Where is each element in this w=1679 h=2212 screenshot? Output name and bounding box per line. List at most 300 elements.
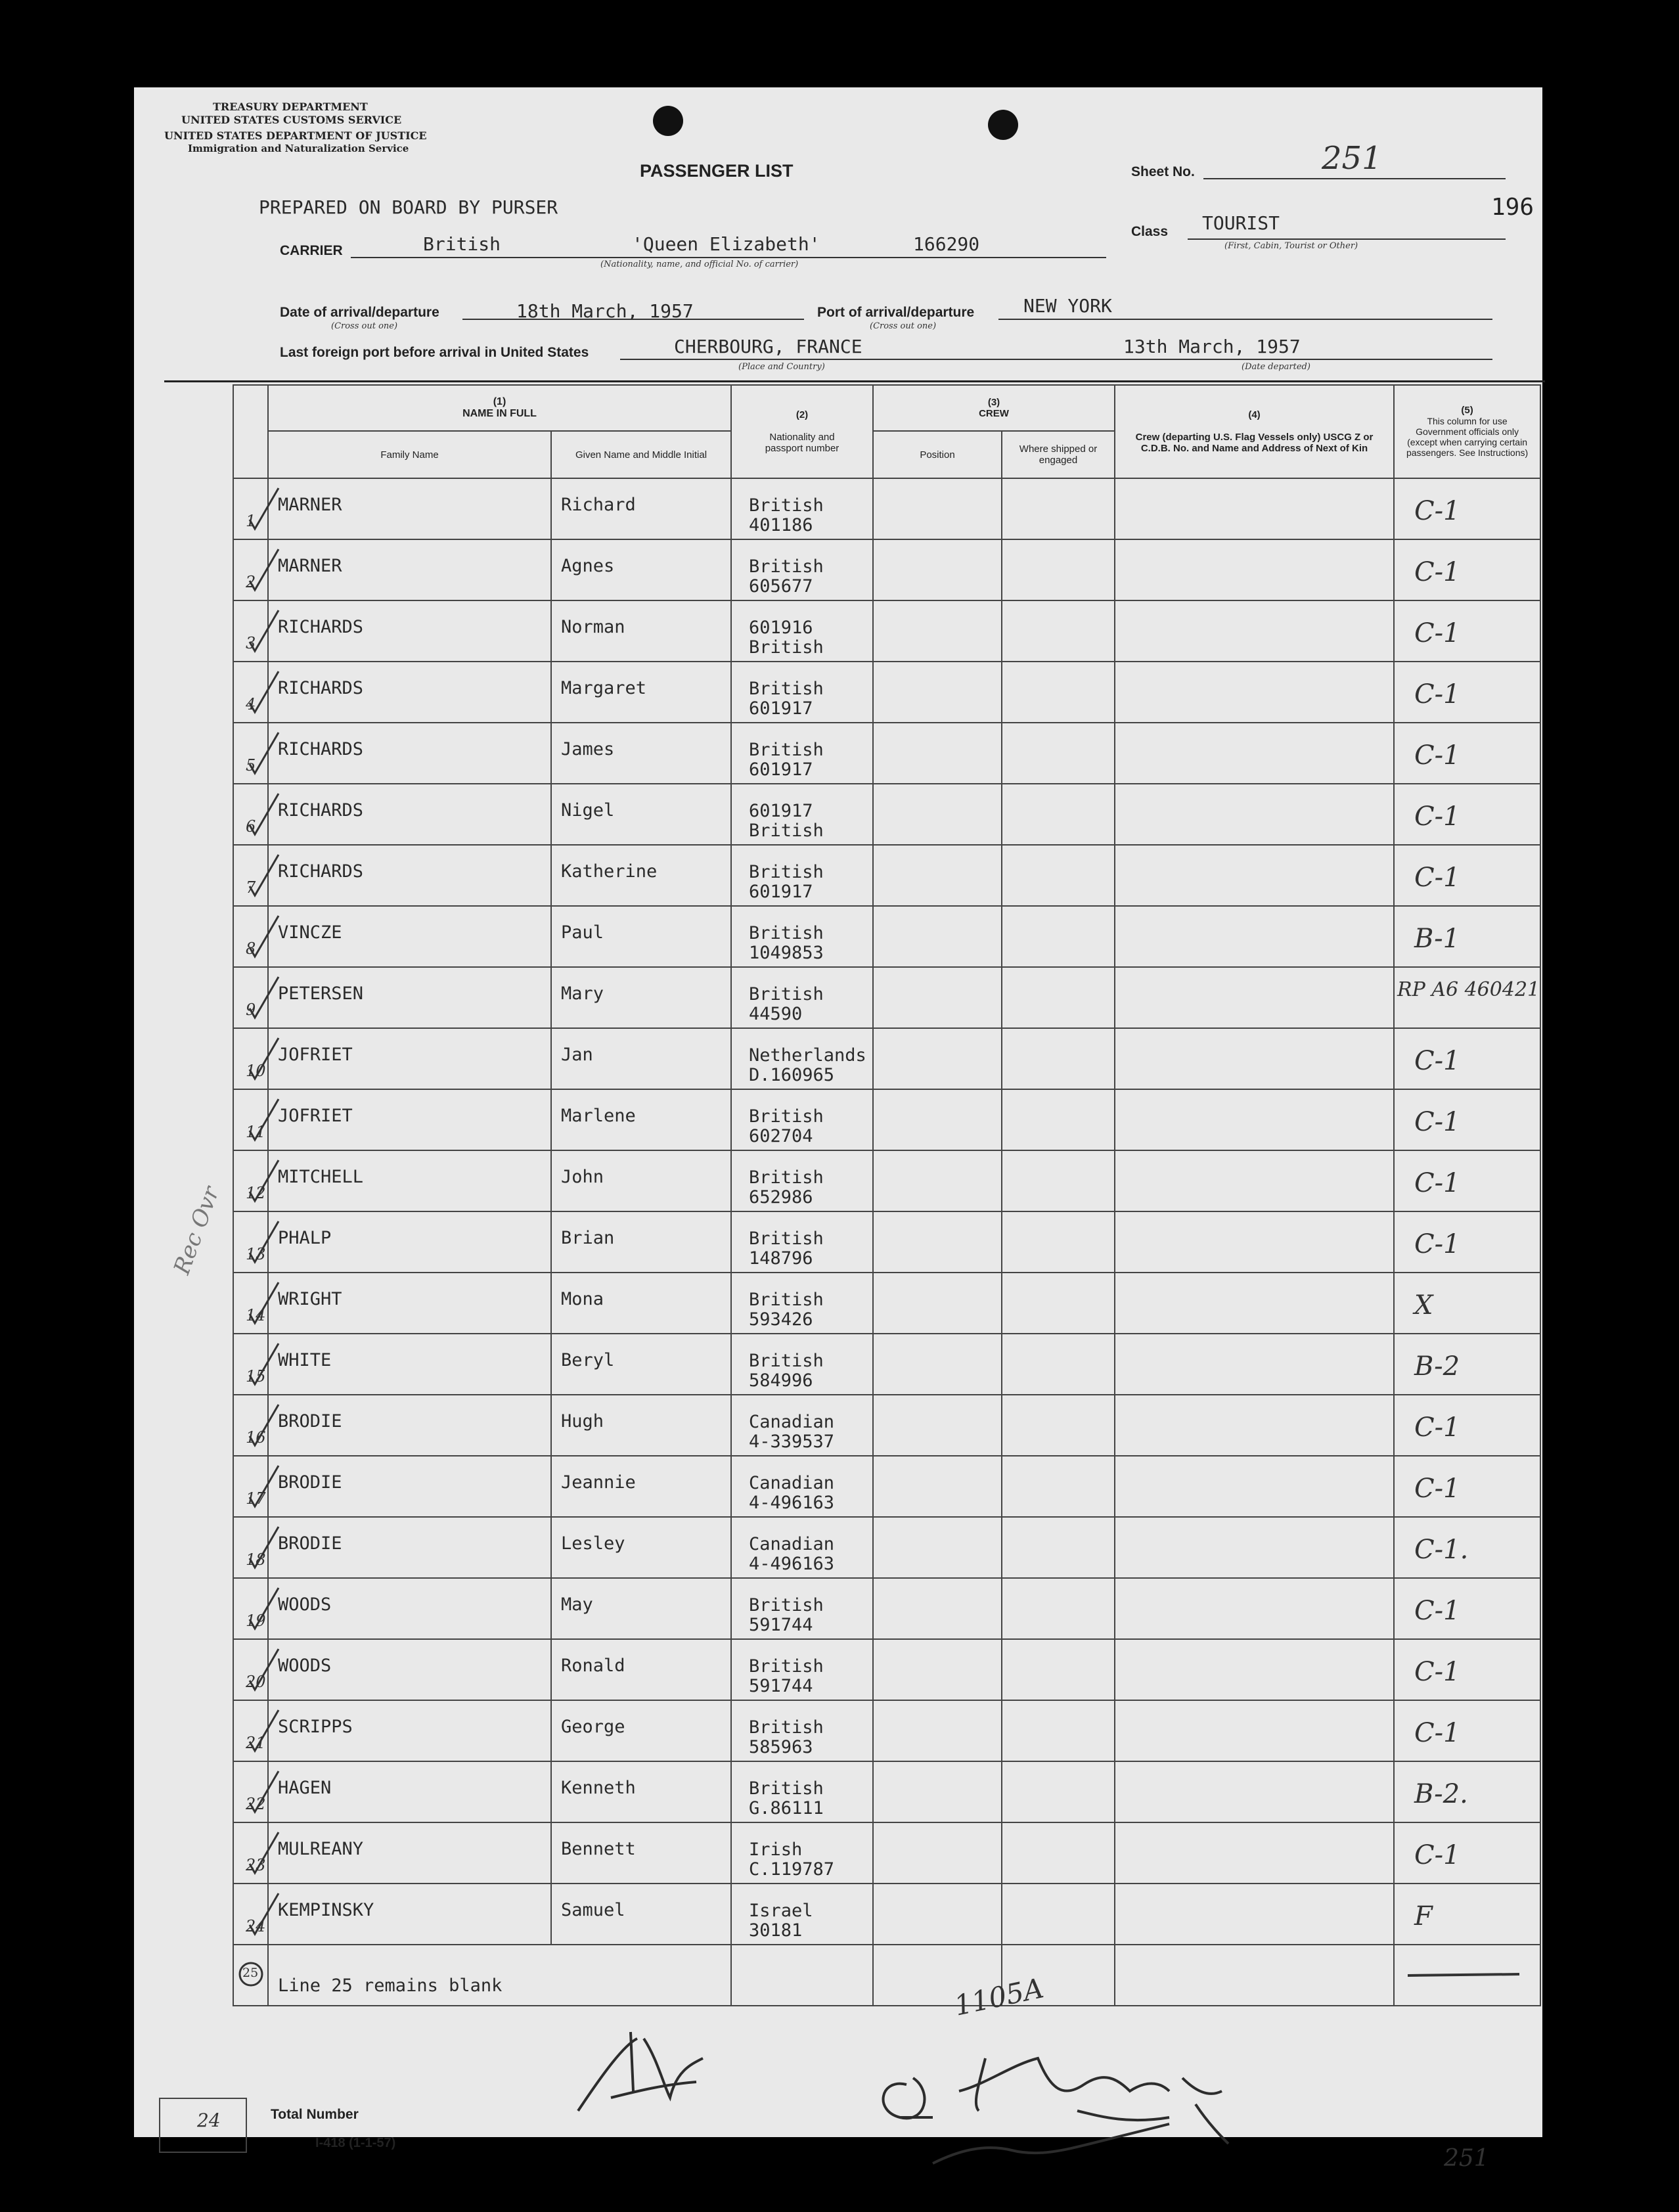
line-number-cell (233, 1028, 268, 1089)
government-code: C-1 (1414, 1412, 1460, 1443)
given-name: Marlene (561, 1106, 636, 1126)
given-name-cell (551, 1334, 731, 1395)
nationality-line-2: 591744 (749, 1676, 813, 1696)
table-row (233, 1273, 1540, 1334)
family-name-cell (268, 1334, 551, 1395)
table-row (233, 478, 1540, 539)
nationality-line-2: 44590 (749, 1004, 803, 1024)
family-name: RICHARDS (278, 861, 364, 882)
nationality-cell (731, 662, 873, 723)
line-number: 19 (246, 1612, 266, 1630)
carrier-nationality: British (423, 233, 501, 255)
nationality-line-1: British (749, 1290, 824, 1310)
nationality-cell (731, 1578, 873, 1639)
nationality-cell (731, 906, 873, 967)
line-number: 16 (246, 1428, 266, 1447)
nationality-line-1: British (749, 1595, 824, 1615)
nationality-cell (731, 1822, 873, 1884)
nationality-cell (731, 1761, 873, 1822)
next-of-kin-cell (1115, 845, 1394, 906)
given-name-cell (551, 539, 731, 600)
family-name: WRIGHT (278, 1289, 342, 1309)
nationality-line-1: British (749, 556, 824, 577)
nationality-line-2: 4-496163 (749, 1493, 835, 1513)
given-name-cell (551, 1884, 731, 1945)
nationality-line-2: G.86111 (749, 1798, 824, 1818)
table-row (233, 1517, 1540, 1578)
family-name-cell (268, 1028, 551, 1089)
nationality-line-1: British (749, 1717, 824, 1738)
nationality-cell (731, 1456, 873, 1517)
given-name: Norman (561, 617, 625, 637)
line-number: 23 (246, 1856, 266, 1874)
agency-line-2: UNITED STATES CUSTOMS SERVICE (181, 114, 402, 126)
position-cell (873, 662, 1002, 723)
nationality-line-1: British (749, 495, 824, 516)
port-cross-out: (Cross out one) (870, 321, 937, 331)
line-number-cell (233, 723, 268, 784)
next-of-kin-cell (1115, 1700, 1394, 1761)
given-name-cell (551, 1273, 731, 1334)
line-number: 1 (246, 512, 256, 530)
next-of-kin-header (1115, 385, 1394, 478)
line-number-cell (233, 1884, 268, 1945)
last-port-label: Last foreign port before arrival in United States (280, 345, 589, 360)
blank-line-text: Line 25 remains blank (278, 1975, 503, 1996)
nationality-line-2: 4-339537 (749, 1432, 835, 1452)
line-col-header (233, 385, 268, 478)
position-cell (873, 1028, 1002, 1089)
where-shipped-cell (1002, 1028, 1115, 1089)
next-of-kin-cell (1115, 539, 1394, 600)
government-code-cell (1394, 1700, 1540, 1761)
next-of-kin-cell (1115, 784, 1394, 845)
nationality-line-1: British (749, 1656, 824, 1677)
given-name: Samuel (561, 1900, 625, 1920)
nationality-cell (731, 600, 873, 662)
table-row (233, 1395, 1540, 1456)
sheet-label: Sheet No. (1131, 164, 1195, 179)
government-header (1394, 385, 1540, 478)
government-code: F (1414, 1901, 1433, 1931)
given-name-header: Given Name and Middle Initial (551, 431, 731, 478)
government-code-cell (1394, 539, 1540, 600)
nationality-line-2: 605677 (749, 576, 813, 597)
government-code: C-1 (1414, 1229, 1460, 1259)
table-top-rule (164, 380, 1545, 382)
next-of-kin-cell (1115, 1639, 1394, 1700)
given-name: Richard (561, 495, 636, 515)
nationality-line-2: 593426 (749, 1309, 813, 1330)
total-label: Total Number (271, 2107, 359, 2122)
family-name: HAGEN (278, 1778, 332, 1798)
line-number-cell (233, 1150, 268, 1211)
next-of-kin-cell (1115, 1028, 1394, 1089)
col1-title: NAME IN FULL (462, 408, 537, 419)
line-number: 14 (246, 1306, 266, 1324)
given-name-cell (551, 1028, 731, 1089)
class-value: TOURIST (1202, 212, 1280, 234)
position-cell (873, 1578, 1002, 1639)
government-code: B-2 (1414, 1351, 1460, 1382)
line-number-cell (233, 1945, 268, 2006)
next-of-kin-cell (1115, 1456, 1394, 1517)
position-cell (873, 478, 1002, 539)
line-number: 24 (246, 1917, 266, 1935)
dash-mark-icon (1395, 1945, 1526, 1998)
port-underline (998, 319, 1492, 320)
nationality-cell (731, 1884, 873, 1945)
given-name-cell (551, 1761, 731, 1822)
government-code: C-1 (1414, 1840, 1460, 1870)
nationality-line-1: 601916 (749, 618, 813, 638)
line-number: 17 (246, 1489, 266, 1508)
col4-title: Crew (departing U.S. Flag Vessels only) USCG Z or C.D.B. No. and Name and Address of Next of Kin (1135, 432, 1374, 454)
where-shipped-cell (1002, 1089, 1115, 1150)
given-name: Nigel (561, 800, 615, 821)
family-name: SCRIPPS (278, 1717, 353, 1737)
given-name-cell (551, 662, 731, 723)
given-name-cell (551, 723, 731, 784)
line-number-cell (233, 1517, 268, 1578)
nationality-line-2: 652986 (749, 1187, 813, 1208)
position-cell (873, 1334, 1002, 1395)
family-name-cell (268, 1822, 551, 1884)
next-of-kin-cell (1115, 1822, 1394, 1884)
line-number: 7 (246, 878, 256, 897)
family-name: JOFRIET (278, 1045, 353, 1065)
line-number: 22 (246, 1795, 266, 1813)
table-row (233, 723, 1540, 784)
blank-line-cell (268, 1945, 731, 2006)
where-shipped-cell (1002, 1456, 1115, 1517)
nationality-line-1: Irish (749, 1840, 803, 1860)
next-of-kin-cell (1115, 600, 1394, 662)
next-of-kin-cell (1115, 1578, 1394, 1639)
nationality-line-1: British (749, 1106, 824, 1127)
given-name: Katherine (561, 861, 658, 882)
agency-line-1: TREASURY DEPARTMENT (213, 101, 368, 113)
nationality-line-2: British (749, 821, 824, 841)
family-name-cell (268, 1456, 551, 1517)
family-name: PETERSEN (278, 983, 364, 1004)
next-of-kin-cell (1115, 1211, 1394, 1273)
port-label: Port of arrival/departure (817, 305, 975, 320)
col3-number: (3) (987, 397, 1000, 408)
nationality-line-1: Netherlands (749, 1045, 866, 1066)
given-name-cell (551, 1639, 731, 1700)
next-of-kin-cell (1115, 1517, 1394, 1578)
family-name: MARNER (278, 556, 342, 576)
nationality-line-1: British (749, 923, 824, 943)
class-underline (1188, 238, 1506, 240)
given-name: Paul (561, 922, 604, 943)
family-name-cell (268, 1700, 551, 1761)
given-name: Mona (561, 1289, 604, 1309)
given-name-cell (551, 1700, 731, 1761)
position-cell (873, 723, 1002, 784)
next-of-kin-cell (1115, 1273, 1394, 1334)
agency-line-3: UNITED STATES DEPARTMENT OF JUSTICE (164, 129, 427, 142)
nationality-line-2: 1049853 (749, 943, 824, 963)
where-shipped-cell (1002, 1395, 1115, 1456)
nationality-line-2: 4-496163 (749, 1554, 835, 1574)
next-of-kin-cell (1115, 1395, 1394, 1456)
line-number-cell (233, 1211, 268, 1273)
line-number-cell (233, 478, 268, 539)
nationality-line-2: C.119787 (749, 1859, 835, 1880)
carrier-underline (351, 257, 1106, 258)
prepared-by: PREPARED ON BOARD BY PURSER (259, 196, 558, 218)
table-row (233, 845, 1540, 906)
where-shipped-cell (1002, 1761, 1115, 1822)
given-name: Beryl (561, 1350, 615, 1370)
nationality-cell (731, 1517, 873, 1578)
last-port-underline (620, 359, 1492, 360)
nationality-line-1: British (749, 1351, 824, 1371)
given-name: James (561, 739, 615, 759)
line-number-cell (233, 1639, 268, 1700)
family-name-cell (268, 1395, 551, 1456)
position-cell (873, 539, 1002, 600)
line-number: 21 (246, 1734, 266, 1752)
col5-title: This column for use Government officials only (except when carrying certain passengers. See Instructions) (1406, 416, 1529, 458)
government-code: C-1 (1414, 679, 1460, 710)
family-name-cell (268, 1639, 551, 1700)
margin-note: Rec Ovr (168, 1183, 225, 1278)
where-shipped-cell (1002, 1822, 1115, 1884)
given-name: Ronald (561, 1656, 625, 1676)
family-name: RICHARDS (278, 617, 364, 637)
line-number: 11 (246, 1123, 266, 1141)
position-cell (873, 1761, 1002, 1822)
date-cross-out: (Cross out one) (331, 321, 398, 331)
next-of-kin-cell (1115, 967, 1394, 1028)
carrier-number: 166290 (913, 233, 980, 255)
family-name: WOODS (278, 1656, 332, 1676)
nationality-cell (731, 1273, 873, 1334)
class-label: Class (1131, 224, 1169, 239)
family-name: RICHARDS (278, 678, 364, 698)
where-shipped-cell (1002, 906, 1115, 967)
family-name-cell (268, 1578, 551, 1639)
next-of-kin-cell (1115, 1334, 1394, 1395)
table-row (233, 1884, 1540, 1945)
line-number-cell (233, 1578, 268, 1639)
nationality-line-1: British (749, 862, 824, 882)
government-code-cell (1394, 600, 1540, 662)
nationality-line-2: 602704 (749, 1126, 813, 1146)
table-row (233, 1150, 1540, 1211)
family-name-cell (268, 1517, 551, 1578)
nationality-line-1: Canadian (749, 1412, 835, 1432)
government-code-cell (1394, 1578, 1540, 1639)
family-name-cell (268, 845, 551, 906)
line-number-cell (233, 1822, 268, 1884)
nationality-cell (731, 784, 873, 845)
line-number-cell (233, 1395, 268, 1456)
given-name: George (561, 1717, 625, 1737)
col5-number: (5) (1461, 405, 1473, 416)
nationality-line-1: British (749, 984, 824, 1004)
where-shipped-cell (1002, 1700, 1115, 1761)
next-of-kin-cell (1115, 1150, 1394, 1211)
family-name-cell (268, 1089, 551, 1150)
nationality-line-1: British (749, 679, 824, 699)
table-row (233, 1578, 1540, 1639)
line-number: 3 (246, 634, 256, 652)
government-code-cell (1394, 1211, 1540, 1273)
nationality-cell (731, 1395, 873, 1456)
government-code-cell (1394, 906, 1540, 967)
line-number-cell (233, 1456, 268, 1517)
given-name-cell (551, 1456, 731, 1517)
line-number: 15 (246, 1367, 266, 1386)
nationality-line-2: 401186 (749, 515, 813, 535)
date-value: 18th March, 1957 (516, 300, 694, 322)
government-code: B-1 (1414, 924, 1460, 954)
next-of-kin-cell (1115, 906, 1394, 967)
government-code: X (1414, 1290, 1433, 1320)
line-number-cell (233, 539, 268, 600)
given-name: Mary (561, 983, 604, 1004)
where-shipped-cell (1002, 1334, 1115, 1395)
col1-number: (1) (493, 396, 506, 407)
where-shipped-cell (1002, 539, 1115, 600)
given-name-cell (551, 600, 731, 662)
government-code: C-1 (1414, 1474, 1460, 1504)
given-name-cell (551, 1395, 731, 1456)
nationality-cell (731, 539, 873, 600)
where-shipped-cell (1002, 845, 1115, 906)
table-row (233, 1761, 1540, 1822)
position-cell (873, 967, 1002, 1028)
government-code-cell (1394, 478, 1540, 539)
table-row (233, 1089, 1540, 1150)
government-code-cell (1394, 1150, 1540, 1211)
given-name: Hugh (561, 1411, 604, 1432)
nationality-cell (731, 1211, 873, 1273)
position-cell (873, 1150, 1002, 1211)
nationality-header (731, 385, 873, 478)
next-of-kin-cell (1115, 478, 1394, 539)
government-code: C-1 (1414, 496, 1460, 526)
given-name-cell (551, 1517, 731, 1578)
line-number: 5 (246, 756, 256, 775)
table-row (233, 1028, 1540, 1089)
line-number-cell (233, 600, 268, 662)
family-name: KEMPINSKY (278, 1900, 374, 1920)
given-name: Brian (561, 1228, 615, 1248)
departed-value: 13th March, 1957 (1123, 336, 1301, 357)
passenger-table (233, 384, 1541, 2006)
given-name: Lesley (561, 1533, 625, 1554)
sheet-underline (1203, 178, 1506, 179)
where-shipped-cell (1002, 1578, 1115, 1639)
family-name: BRODIE (278, 1411, 342, 1432)
given-name-cell (551, 784, 731, 845)
last-port-caption: (Place and Country) (738, 362, 825, 372)
government-code: C-1 (1414, 1596, 1460, 1626)
page-stamp: 196 (1491, 194, 1534, 221)
nationality-cell (731, 845, 873, 906)
table-row (233, 1211, 1540, 1273)
family-name-header: Family Name (268, 431, 551, 478)
family-name-cell (268, 1150, 551, 1211)
government-code-cell (1394, 1273, 1540, 1334)
punch-hole-left (653, 106, 683, 136)
position-cell (873, 845, 1002, 906)
given-name-cell (551, 1150, 731, 1211)
next-of-kin-cell (1115, 662, 1394, 723)
where-shipped-cell (1002, 478, 1115, 539)
given-name: Jeannie (561, 1472, 636, 1493)
line-number-cell (233, 1089, 268, 1150)
line-number: 9 (246, 1001, 256, 1019)
position-cell (873, 1089, 1002, 1150)
family-name: MITCHELL (278, 1167, 364, 1187)
given-name: Margaret (561, 678, 647, 698)
position-cell (873, 1639, 1002, 1700)
table-row (233, 967, 1540, 1028)
position-cell (873, 784, 1002, 845)
given-name-cell (551, 478, 731, 539)
col4-number: (4) (1248, 409, 1261, 420)
table-row (233, 1456, 1540, 1517)
position-cell (873, 1700, 1002, 1761)
government-code-cell (1394, 1456, 1540, 1517)
nationality-line-2: 601917 (749, 698, 813, 719)
nationality-line-2: British (749, 637, 824, 658)
family-name: BRODIE (278, 1533, 342, 1554)
form-number: I-418 (1-1-57) (315, 2136, 396, 2150)
family-name: MARNER (278, 495, 342, 515)
carrier-name: 'Queen Elizabeth' (632, 233, 820, 255)
table-row (233, 784, 1540, 845)
table-row (233, 539, 1540, 600)
port-value: NEW YORK (1023, 295, 1112, 317)
table-row (233, 600, 1540, 662)
line-number-cell (233, 1334, 268, 1395)
nationality-line-2: 30181 (749, 1920, 803, 1941)
table-row (233, 1639, 1540, 1700)
where-shipped-cell (1002, 723, 1115, 784)
nationality-line-1: Canadian (749, 1534, 835, 1554)
nationality-cell (731, 1028, 873, 1089)
date-label: Date of arrival/departure (280, 305, 439, 320)
family-name-cell (268, 1211, 551, 1273)
given-name-cell (551, 845, 731, 906)
nationality-cell (731, 1089, 873, 1150)
line-number-cell (233, 662, 268, 723)
position-cell (873, 1273, 1002, 1334)
form-title: PASSENGER LIST (640, 161, 794, 181)
carrier-caption: (Nationality, name, and official No. of carrier) (600, 260, 799, 269)
position-cell (873, 600, 1002, 662)
government-code: B-2. (1414, 1779, 1468, 1809)
nationality-cell (731, 478, 873, 539)
government-code: C-1 (1414, 1657, 1460, 1687)
nationality-cell (731, 1639, 873, 1700)
corner-number: 251 (1444, 2145, 1489, 2172)
where-shipped-cell (1002, 967, 1115, 1028)
position-cell (873, 1884, 1002, 1945)
line-number-cell (233, 845, 268, 906)
family-name-cell (268, 1761, 551, 1822)
line-number: 25 (242, 1966, 259, 1980)
given-name: John (561, 1167, 604, 1187)
where-shipped-cell (1002, 784, 1115, 845)
